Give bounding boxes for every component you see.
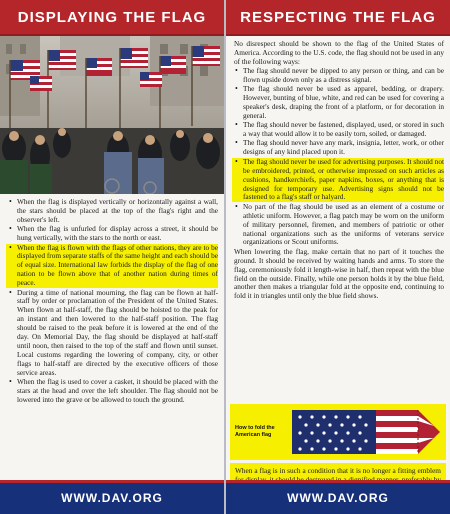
displaying-list: [8, 198, 218, 405]
list-item: • When the flag is displayed vertically or horizontally against a wall, the stars should be placed at the top of the flag's right and the observer's left.: [8, 198, 218, 225]
flag-fold-diagram: [230, 404, 446, 460]
displaying-panel: [0, 0, 224, 514]
parade-photo: [0, 36, 224, 194]
displaying-text: [8, 198, 218, 405]
list-item-highlighted: • The flag should never be used for advertising purposes. It should not be embroidered, printed, or otherwise impressed on such articles as cushions, handkerchiefs, paper napkins, boxes, or anything that is designed for temporary use. Advertising signs should not be fastened to a flag's staff or halyard.: [232, 158, 444, 203]
list-item: • The flag should never be fastened, displayed, used, or stored in such a way that would allow it to be easily torn, soiled, or damaged.: [234, 121, 444, 139]
displaying-title: DISPLAYING THE FLAG: [0, 0, 224, 36]
list-item: • The flag should never have any mark, insignia, letter, work, or other designs of any kind placed upon it.: [234, 139, 444, 157]
list-item: • The flag should never be dipped to any person or thing, and can be flown upside down only as a distress signal.: [234, 67, 444, 85]
list-item: • The flag should never be used as apparel, bedding, or drapery. However, bunting of blue, white, and red can be used for covering a speaker's desk, draping the front of a platform, or for decoration in general.: [234, 85, 444, 121]
list-item: • When the flag is used to cover a casket, it should be placed with the stars at the head and over the left shoulder. The flag should not be lowered into the grave or be allowed to touch the ground.: [8, 378, 218, 405]
list-item: • No part of the flag should be used as an element of a costume or athletic uniform. However, a flag patch may be worn on the uniform of military personnel, firemen, and members of patriotic or other national organizations such as the uniforms of veterans service organizations or Scout uniforms.: [234, 203, 444, 248]
respecting-panel: [226, 0, 450, 514]
right-footer-url: WWW.DAV.ORG: [226, 480, 450, 514]
list-item: • When the flag is unfurled for display across a street, it should be hung vertically, with the stars to the north or east.: [8, 225, 218, 243]
intro-paragraph: No disrespect should be shown to the flag of the United States of America. According to the U.S. code, the flag should not be used in any of the following ways:: [234, 39, 444, 66]
closing-paragraph: When lowering the flag, make certain that no part of it touches the ground. It should be received by waiting hands and arms. To store the flag, ceremoniously fold it length-wise in half, then repeat with the blue field on the outside. Finally, while one person holds it by the blue field, another then makes a triangular fold at the opposite end, continuing to fold it in triangles until only the blue field shows.: [234, 246, 444, 301]
folded-flag-icon: [292, 410, 442, 454]
respecting-title: RESPECTING THE FLAG: [226, 0, 450, 36]
respecting-list: [234, 67, 444, 248]
disposal-note: When a flag is in such a condition that it is no longer a fitting emblem: [230, 463, 446, 497]
fold-diagram-label: How to fold the American flag: [235, 425, 275, 438]
list-item: • During a time of national mourning, the flag can be flown at half-staff by order or proclamation of the President of the United States. When flown at half-staff, the flag should be hoisted to the peak for an instant and then lowered to the half-staff position. The flag should be raised to the peak before it is lowered at the end of the day. On Memorial Day, the flag should be displayed at half-staff until noon, then raised to the top of the staff and flown until sunset. Local customs regarding the lowering of company, city, or other flags to half-staff are directed by the executive officers of those service areas.: [8, 289, 218, 378]
list-item-highlighted: • When the flag is flown with the flags of other nations, they are to be displayed from separate staffs of the same height and each should be of equal size. International law forbids the display of the flag of one nation to be flown above that of another nation during times of peace.: [6, 244, 218, 289]
left-footer-url: WWW.DAV.ORG: [0, 480, 224, 514]
respecting-text: [234, 40, 444, 301]
